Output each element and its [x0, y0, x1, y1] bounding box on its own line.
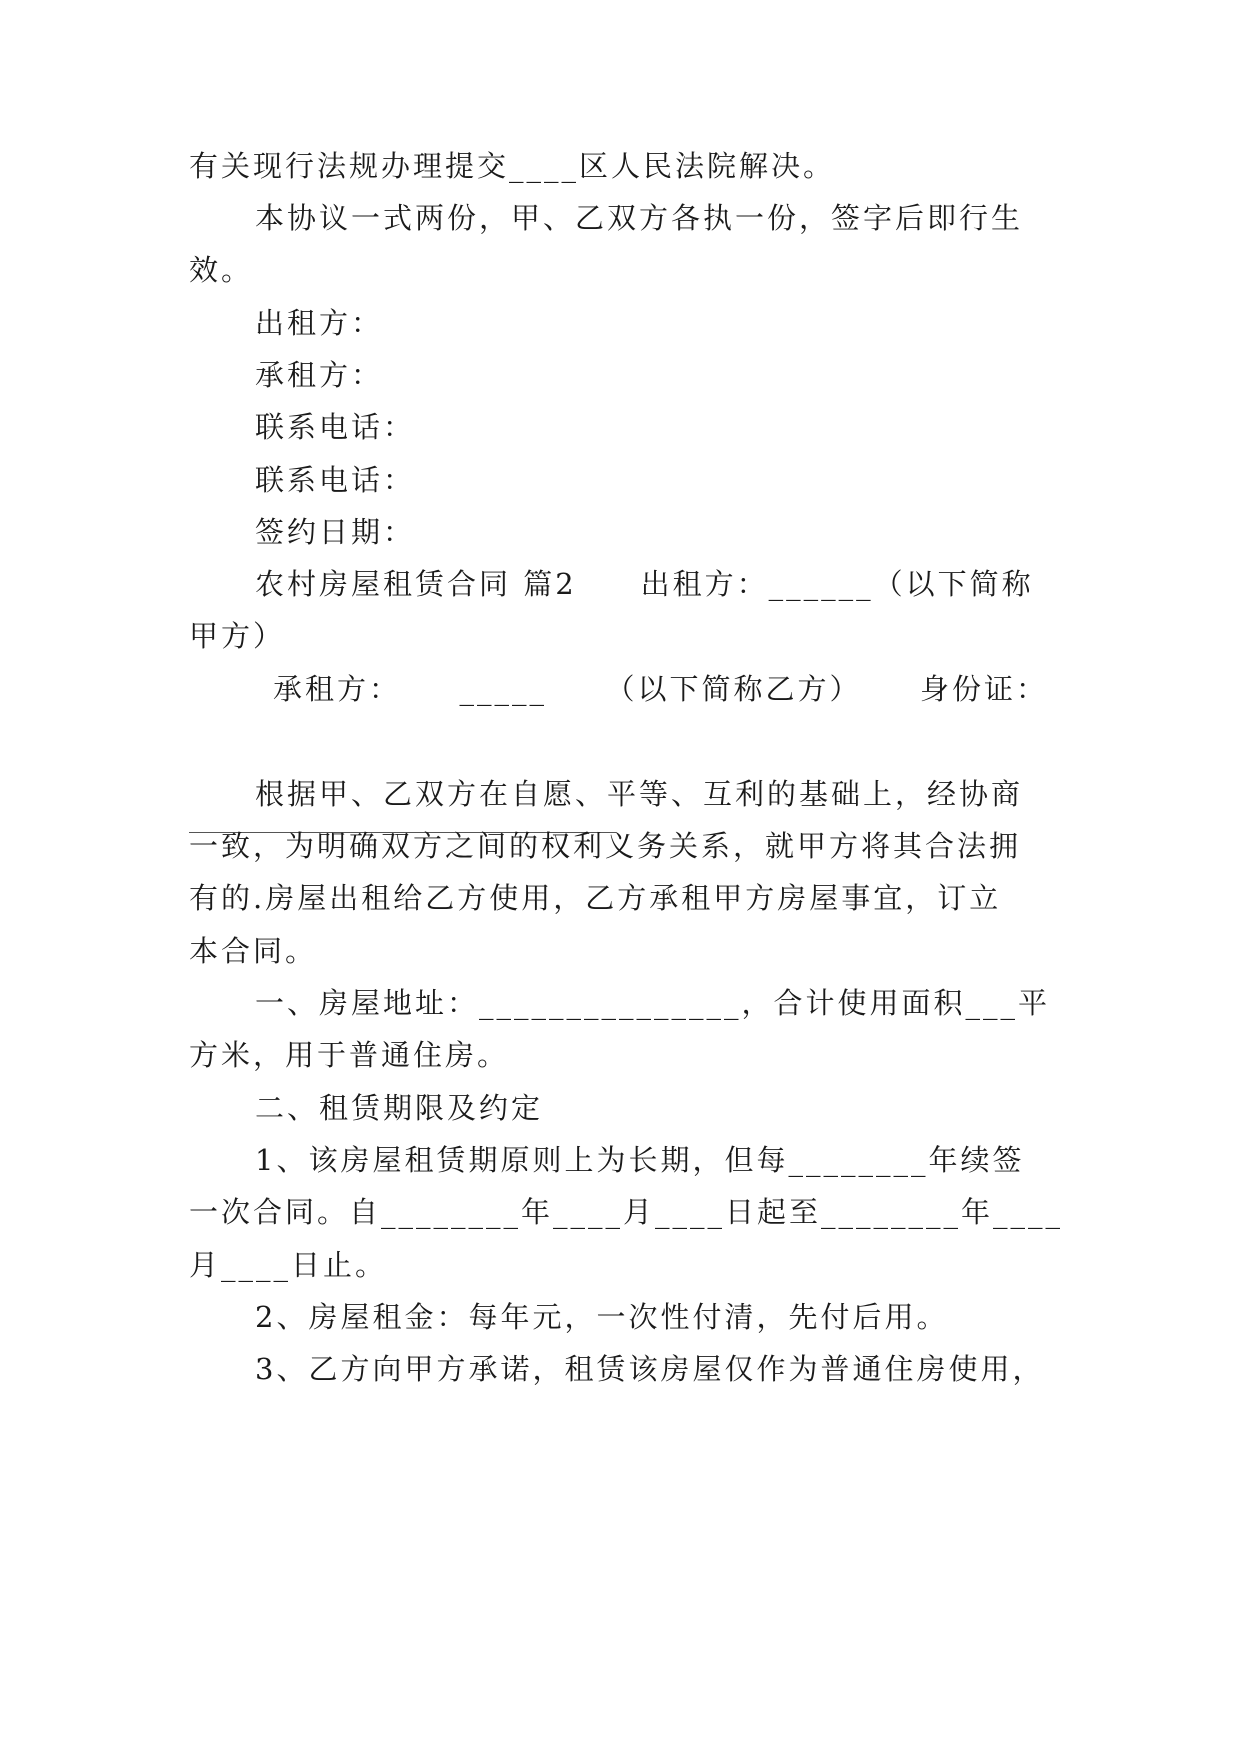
- clause-line: 3、乙方向甲方承诺，租赁该房屋仅作为普通住房使用，: [255, 1352, 1045, 1386]
- clause-line: 2、房屋租金：每年元，一次性付清，先付后用。: [255, 1300, 949, 1334]
- tenant-label: 承租方：: [273, 672, 402, 706]
- paragraph-line: 有关现行法规办理提交____区人民法院解决。: [189, 149, 836, 183]
- paragraph-line: 本合同。: [189, 934, 318, 968]
- clause-line: 月____日止。: [189, 1248, 388, 1282]
- sign-date-label: 签约日期：: [255, 515, 416, 549]
- phone-label: 联系电话：: [255, 410, 416, 444]
- clause-line: 1、该房屋租赁期原则上为长期，但每________年续签: [255, 1143, 1025, 1177]
- paragraph-line: 效。: [189, 253, 254, 287]
- clause-line: 一次合同。自________年____月____日起至________年____: [189, 1195, 1064, 1229]
- clause-line: 一、房屋地址：_______________，合计使用面积___平: [255, 986, 1051, 1020]
- clause-heading: 二、租赁期限及约定: [255, 1091, 544, 1125]
- clause-line: 方米，用于普通住房。: [189, 1038, 510, 1072]
- tenant-blank: _____: [459, 672, 547, 706]
- paragraph-line: 有的.房屋出租给乙方使用，乙方承租甲方房屋事宜，订立: [189, 881, 1002, 915]
- paragraph-line: 本协议一式两份，甲、乙双方各执一份，签字后即行生: [255, 201, 1024, 235]
- lessee-label: 承租方：: [255, 358, 384, 392]
- paragraph-line: 根据甲、乙双方在自愿、平等、互利的基础上，经协商: [255, 777, 1024, 811]
- paragraph-line: 甲方）: [189, 619, 286, 653]
- lessor-label: 出租方：: [255, 306, 384, 340]
- id-card-label: 身份证：: [919, 672, 1048, 706]
- phone-label: 联系电话：: [255, 463, 416, 497]
- tenant-line: [273, 669, 1048, 709]
- paragraph-line: 一致，为明确双方之间的权利义务关系，就甲方将其合法拥: [189, 829, 1022, 863]
- section-heading-line: 农村房屋租赁合同 篇2 出租方：______（以下简称: [255, 567, 1034, 601]
- tenant-note: （以下简称乙方）: [605, 672, 862, 706]
